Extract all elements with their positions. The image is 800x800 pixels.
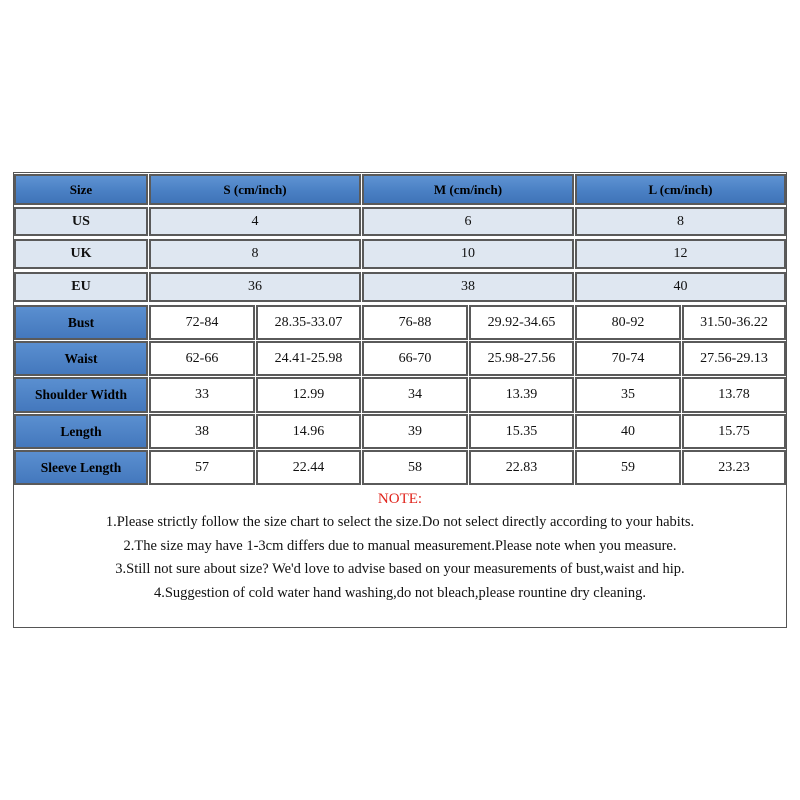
header-size-s: S (cm/inch) [149,174,361,205]
row-label-shoulder-width: Shoulder Width [14,377,148,413]
bust-s-cm: 72-84 [149,305,255,340]
uk-s: 8 [149,239,361,269]
row-label-eu: EU [14,272,148,302]
notes-section [14,491,786,605]
waist-s-inch: 24.41-25.98 [256,341,361,376]
length-l-inch: 15.75 [682,414,786,449]
bust-l-cm: 80-92 [575,305,681,340]
shoulder-m-cm: 34 [362,377,468,413]
shoulder-l-inch: 13.78 [682,377,786,413]
uk-m: 10 [362,239,574,269]
bust-m-inch: 29.92-34.65 [469,305,574,340]
us-s: 4 [149,207,361,236]
uk-l: 12 [575,239,786,269]
size-chart [13,172,787,628]
sleeve-s-cm: 57 [149,450,255,485]
header-size-m: M (cm/inch) [362,174,574,205]
bust-l-inch: 31.50-36.22 [682,305,786,340]
waist-l-cm: 70-74 [575,341,681,376]
row-label-sleeve-length: Sleeve Length [14,450,148,485]
row-label-bust: Bust [14,305,148,340]
shoulder-s-inch: 12.99 [256,377,361,413]
shoulder-m-inch: 13.39 [469,377,574,413]
note-line-1: 1.Please strictly follow the size chart to select the size.Do not select directly according to your habits. [105,514,695,530]
note-line-3: 3.Still not sure about size? We'd love to advise based on your measurements of bust,waist and hip. [115,561,685,577]
row-label-us: US [14,207,148,236]
waist-l-inch: 27.56-29.13 [682,341,786,376]
length-s-cm: 38 [149,414,255,449]
sleeve-l-inch: 23.23 [682,450,786,485]
length-s-inch: 14.96 [256,414,361,449]
note-line-4: 4.Suggestion of cold water hand washing,do not bleach,please rountine dry cleaning. [153,584,647,601]
eu-s: 36 [149,272,361,302]
us-m: 6 [362,207,574,236]
row-label-length: Length [14,414,148,449]
note-title: NOTE: [377,491,423,507]
sleeve-s-inch: 22.44 [256,450,361,485]
sleeve-m-inch: 22.83 [469,450,574,485]
row-label-waist: Waist [14,341,148,376]
waist-m-cm: 66-70 [362,341,468,376]
length-l-cm: 40 [575,414,681,449]
header-size-l: L (cm/inch) [575,174,786,205]
length-m-inch: 15.35 [469,414,574,449]
length-m-cm: 39 [362,414,468,449]
eu-l: 40 [575,272,786,302]
header-size: Size [14,174,148,205]
sleeve-l-cm: 59 [575,450,681,485]
bust-m-cm: 76-88 [362,305,468,340]
shoulder-l-cm: 35 [575,377,681,413]
bust-s-inch: 28.35-33.07 [256,305,361,340]
sleeve-m-cm: 58 [362,450,468,485]
row-label-uk: UK [14,239,148,269]
shoulder-s-cm: 33 [149,377,255,413]
eu-m: 38 [362,272,574,302]
waist-m-inch: 25.98-27.56 [469,341,574,376]
us-l: 8 [575,207,786,236]
waist-s-cm: 62-66 [149,341,255,376]
note-line-2: 2.The size may have 1-3cm differs due to manual measurement.Please note when you measure. [123,537,677,554]
